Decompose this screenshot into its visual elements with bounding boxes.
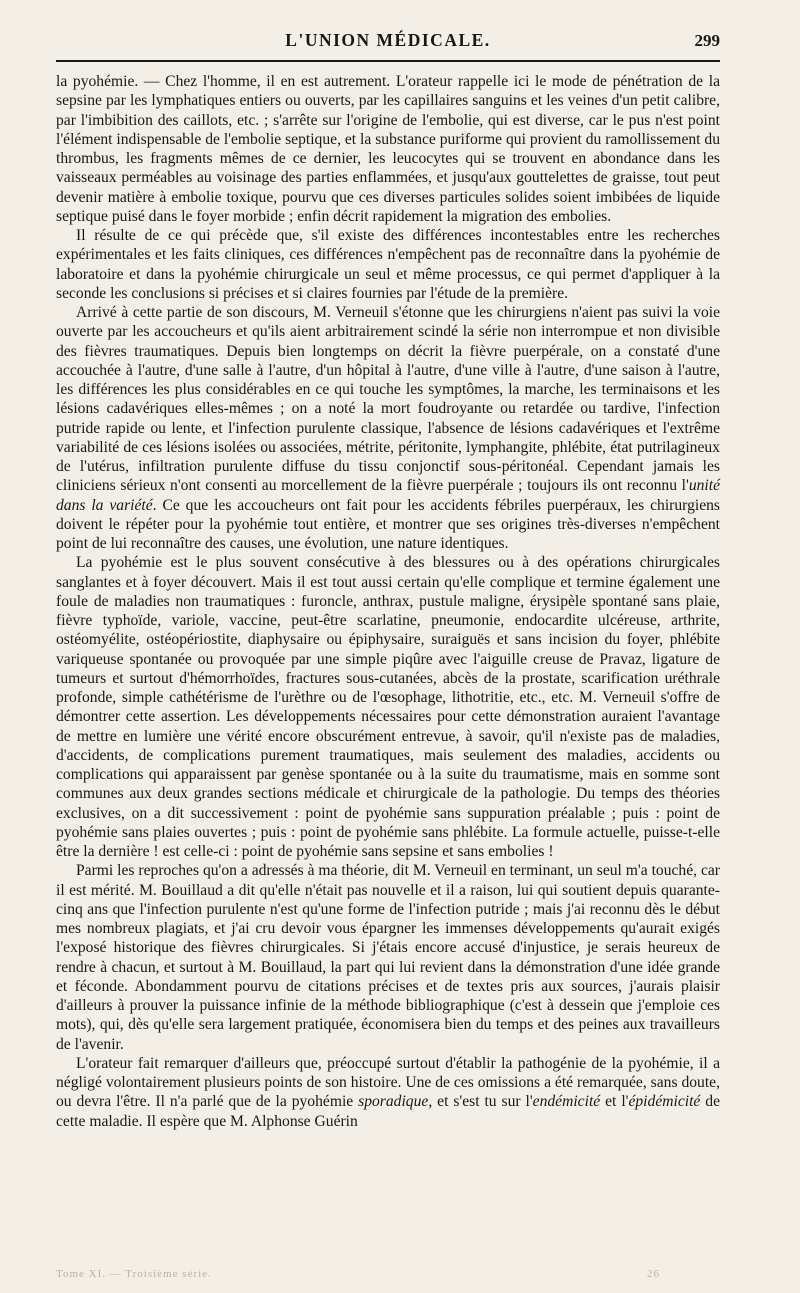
running-title: L'UNION MÉDICALE.	[285, 30, 491, 50]
page-footer	[56, 1268, 720, 1280]
paragraph-text: La pyohémie est le plus souvent consécutive à des blessures ou à des opérations chirurgicales sanglantes et à foyer découvert. Mais il est tout aussi certain qu'elle complique et termine également une foule de maladies non traumatiques : furoncle, anthrax, pustule maligne, érysipèle spontané sans plaie, fièvre typhoïde, variole, vaccine, peut-être scarlatine, pneumonie, endocardite ulcéreuse, arthrite, ostéomyélite, ostéopériostite, diaphysaire ou épiphysaire, suraiguës et sans incision du foyer, phlébite variqueuse spontanée ou provoquée par une simple piqûre avec l'aiguille creuse de Pravaz, ligature de tumeurs et surtout d'hémorrhoïdes, fractures sous-cutanées, abcès de la prostate, scarification uréthrale profonde, simple cathétérisme de l'urèthre ou de l'œsophage, lithotritie, etc., etc. M. Verneuil s'offre de démontrer cette assertion. Les développements nécessaires pour cette démonstration auraient l'avantage de mettre en lumière une vérité encore obscurément entrevue, à savoir, qu'il n'existe pas de maladies, d'accidents, de complications purement traumatiques, mais seulement des maladies, accidents ou complications qui apparaissent par genèse spontanée ou à la suite du traumatisme, mais en somme sont communes aux deux grandes sections médicale et chirurgicale de la pathologie. Du temps des théories exclusives, on a dit successivement : point de pyohémie sans suppuration préalable ; puis : point de pyohémie sans plaies ouvertes ; puis : point de pyohémie sans phlébite. La formule actuelle, puisse-t-elle être la dernière ! est celle-ci : point de pyohémie sans sepsine et sans embolies !	[56, 554, 720, 860]
paragraph-text: Arrivé à cette partie de son discours, M. Verneuil s'étonne que les chirurgiens n'aient pas suivi la voie ouverte par les accoucheurs et qu'ils aient arbitrairement scindé la série non interrompue et non divisible des fièvres traumatiques. Depuis bien longtemps on décrit la fièvre puerpérale, on a constaté d'une accouchée à l'autre, d'une salle à l'autre, d'un hôpital à l'autre, d'une ville à l'autre, d'une saison à l'autre, les différences les plus considérables en ce qui touche les symptômes, la marche, les terminaisons et les lésions cadavériques elles-mêmes ; on a noté la mort foudroyante ou retardée ou tardive, l'infection putride rapide ou lente, et l'infection purulente classique, l'absence de lésions cadavériques et l'extrême variabilité de ces lésions isolées ou associées, métrite, péritonite, lymphangite, phlébite, état putrilagineux de l'utérus, infiltration purulente diffuse du tissu conjonctif sous-péritonéal. Cependant jamais les cliniciens sérieux n'ont consenti au morcellement de la fièvre puerpérale ; toujours ils ont reconnu l'	[56, 304, 720, 495]
paragraph-text: et l'	[600, 1093, 629, 1111]
volume-line: Tome XI. — Troisième série.	[56, 1268, 212, 1280]
paragraph	[56, 553, 720, 861]
paragraph-text: Parmi les reproches qu'on a adressés à ma théorie, dit M. Verneuil en terminant, un seul m'a touché, car il est mérité. M. Bouillaud a dit qu'elle n'était pas nouvelle et il a raison, lui qui soutient depuis quarante-cinq ans que l'infection purulente n'est qu'une forme de l'infection putride ; mais j'ai reconnu dès le début mes nombreux plagiats, et j'ai cru devoir vous épargner les immenses développements qu'aurait exigés l'exposé historique des fièvres chirurgicales. Si j'étais encore accusé d'injustice, je serais heureux de rendre à chacun, et surtout à M. Bouillaud, la part qui lui revient dans la démonstration d'une idée grande et féconde. Abondamment pourvu de citations précises et de textes pris aux sources, j'aurais plaisir d'ailleurs à prouver la puissance infinie de la méthode bibliographique (c'est à dessein que j'emploie ces mots), qui, dès qu'elle sera largement pratiquée, économisera bien du temps et des peines aux travailleurs de l'avenir.	[56, 862, 720, 1053]
italic-phrase: endémicité	[532, 1093, 601, 1111]
header-rule	[56, 60, 720, 62]
article-body	[56, 72, 720, 1131]
paragraph	[56, 303, 720, 553]
paragraph-text: la pyohémie. — Chez l'homme, il en est autrement. L'orateur rappelle ici le mode de pénétration de la sepsine par les lymphatiques entiers ou ouverts, par les capillaires sanguins et les veines d'un petit calibre, par l'imbibition des caillots, etc. ; s'arrête sur l'origine de l'embolie, qui est diverse, car le pus n'est point l'élément indispensable de l'embolie septique, et la substance puriforme qui provient du ramollissement du thrombus, les fragments mêmes de ce dernier, les leucocytes qui se trouvent en abondance dans les vaisseaux perméables au voisinage des parties enflammées, et jusqu'aux gouttelettes de graisse, tout peut devenir matière à embolie toxique, pourvu que ces diverses particules solides soient imbibées de liquide septique puisé dans le foyer morbide ; enfin décrit rapidement la migration des embolies.	[56, 73, 720, 225]
paragraph-text: , et s'est tu sur l'	[428, 1093, 533, 1111]
italic-phrase: sporadique	[358, 1093, 429, 1111]
paragraph-text: Il résulte de ce qui précède que, s'il existe des différences incontestables entre les recherches expérimentales et les faits cliniques, ces différences n'empêchent pas de reconnaître dans la pyohémie de laboratoire et dans la pyohémie chirurgicale un seul et même processus, ce qui permet d'appliquer à la seconde les conclusions si précises et si claires fournies par l'étude de la première.	[56, 227, 720, 302]
paragraph-text: . Ce que les accoucheurs ont fait pour les accidents fébriles puerpéraux, les chirurgiens doivent le répéter pour la pyohémie tout entière, et montrer que ses origines très-diverses n'empêchent point de lui reconnaître des causes, une évolution, une nature identiques.	[56, 496, 720, 552]
page-header	[56, 30, 720, 56]
paragraph-text: L'orateur fait remarquer d'ailleurs que, préoccupé surtout d'établir la pathogénie de la pyohémie, il a négligé volontairement plusieurs points de son histoire. Une de ces omissions a été remarquée, sans doute, ou devra l'être. Il n'a parlé que de la pyohémie	[56, 1054, 720, 1111]
italic-phrase: unité dans la variété	[56, 477, 720, 514]
italic-phrase: épidémicité	[628, 1093, 701, 1111]
paragraph	[56, 861, 720, 1054]
signature-mark: 26	[647, 1268, 660, 1280]
paragraph	[56, 72, 720, 226]
paragraph	[56, 1054, 720, 1131]
paragraph-text: de cette maladie. Il espère que M. Alphonse Guérin	[56, 1093, 720, 1130]
paragraph	[56, 226, 720, 303]
page-number: 299	[694, 31, 720, 50]
